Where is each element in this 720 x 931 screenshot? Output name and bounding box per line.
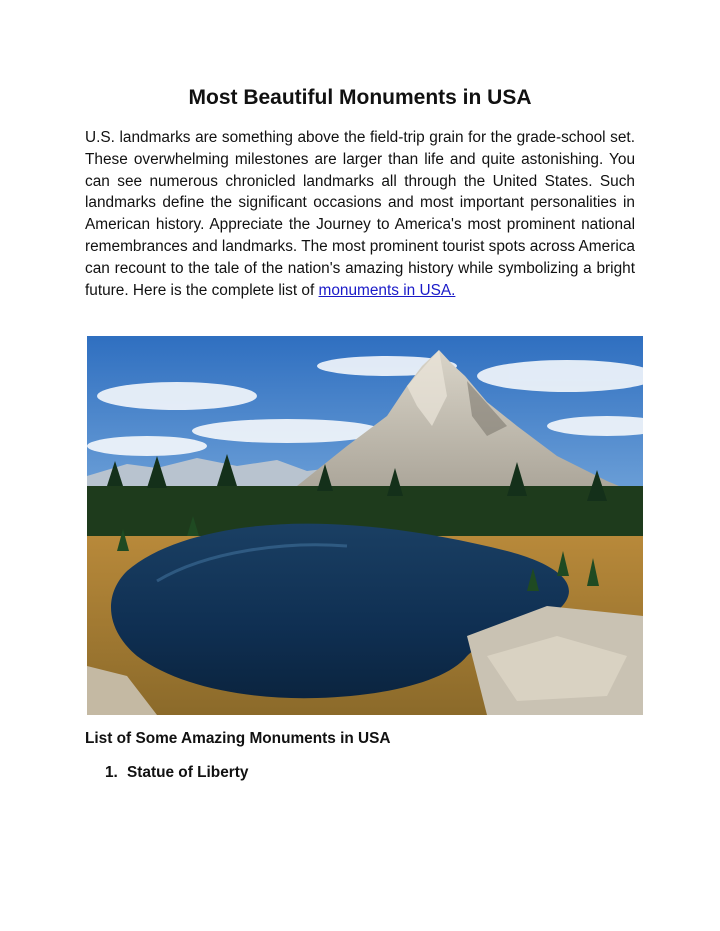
intro-text: U.S. landmarks are something above the field-trip grain for the grade-school set. These overwhelming milestones are larger than life and quite astonishing. You can see numerous chronicled landmarks all through the United States. Such landmarks define the significant occasions and most important personalities in American history. Appreciate the Journey to America's most prominent national remembrances and landmarks. The most prominent tourist spots across America can recount to the tale of the nation's amazing history while symbolizing a bright future. Here is the complete list of	[85, 129, 635, 299]
list-item-number: 1.	[105, 764, 118, 781]
section-heading: List of Some Amazing Monuments in USA	[85, 730, 391, 747]
page-title: Most Beautiful Monuments in USA	[188, 86, 532, 109]
monuments-link[interactable]: monuments in USA.	[318, 281, 456, 299]
list-item-label: Statue of Liberty	[127, 764, 249, 781]
monuments-list	[105, 764, 248, 782]
mountain-lake-photo	[87, 336, 643, 715]
intro-paragraph	[85, 127, 635, 301]
list-item	[105, 764, 248, 782]
